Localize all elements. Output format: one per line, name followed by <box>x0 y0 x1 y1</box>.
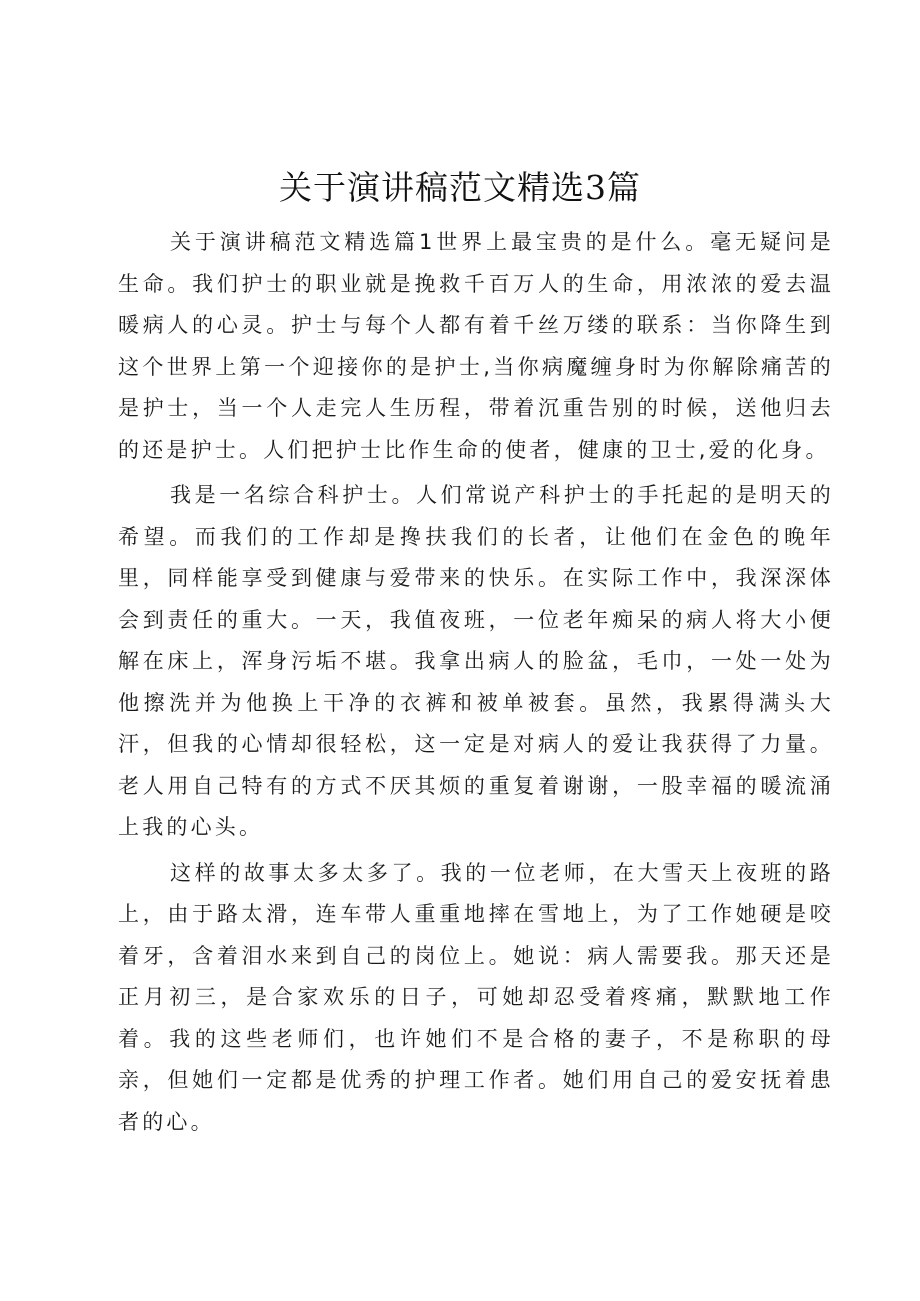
paragraph-3: 这样的故事太多太多了。我的一位老师，在大雪天上夜班的路上，由于路太滑，连车带人重重地摔在雪地上，为了工作她硬是咬着牙，含着泪水来到自己的岗位上。她说：病人需要我。那天还是正月初三，是合家欢乐的日子，可她却忍受着疼痛，默默地工作着。我的这些老师们，也许她们不是合格的妻子，不是称职的母亲，但她们一定都是优秀的护理工作者。她们用自己的爱安抚着患者的心。 <box>118 860 834 1134</box>
paragraph-1: 关于演讲稿范文精选篇1世界上最宝贵的是什么。毫无疑问是生命。我们护士的职业就是挽救千百万人的生命，用浓浓的爱去温暖病人的心灵。护士与每个人都有着千丝万缕的联系：当你降生到这个世界上第一个迎接你的是护士,当你病魔缠身时为你解除痛苦的是护士，当一个人走完人生历程，带着沉重告别的时候，送他归去的还是护士。人们把护士比作生命的使者，健康的卫士,爱的化身。 <box>118 230 834 462</box>
document-body <box>118 222 834 1147</box>
document-title: 关于演讲稿范文精选3篇 <box>279 168 641 207</box>
paragraph-2: 我是一名综合科护士。人们常说产科护士的手托起的是明天的希望。而我们的工作却是搀扶我们的长者，让他们在金色的晚年里，同样能享受到健康与爱带来的快乐。在实际工作中，我深深体会到责任的重大。一天，我值夜班，一位老年痴呆的病人将大小便解在床上，浑身污垢不堪。我拿出病人的脸盆，毛巾，一处一处为他擦洗并为他换上干净的衣裤和被单被套。虽然，我累得满头大汗，但我的心情却很轻松，这一定是对病人的爱让我获得了力量。老人用自己特有的方式不厌其烦的重复着谢谢，一股幸福的暖流涌上我的心头。 <box>118 483 834 839</box>
